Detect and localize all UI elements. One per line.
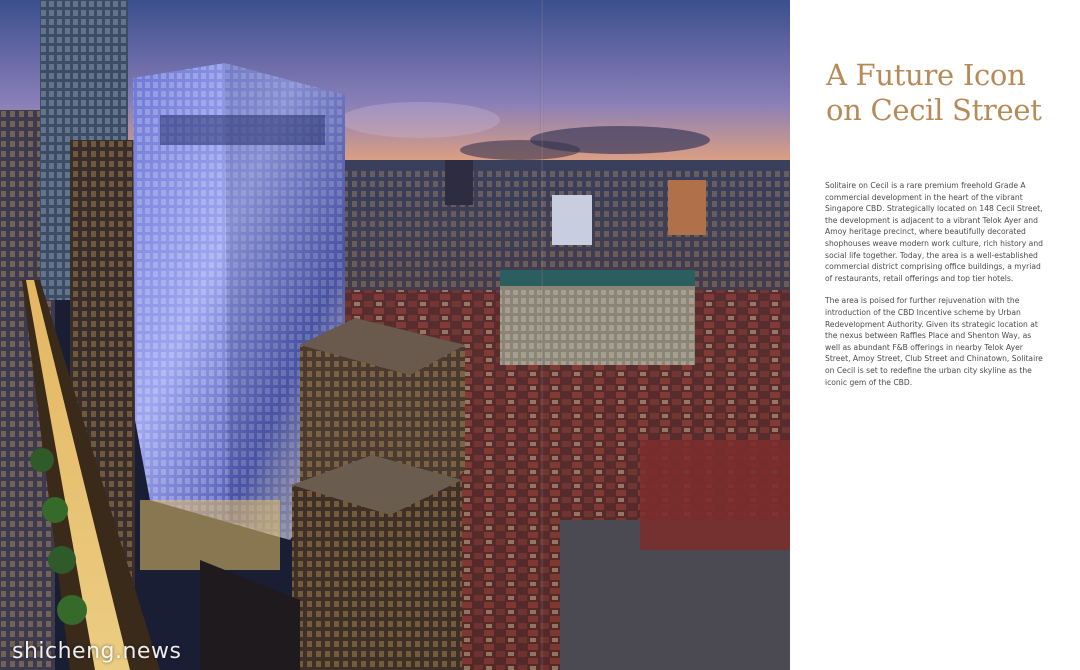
text-page <box>790 0 1080 670</box>
headline-line-2: on Cecil Street <box>826 93 1042 127</box>
body-paragraph-1: Solitaire on Cecil is a rare premium freehold Grade A commercial development in the heart of the vibrant Singapore CBD. Strategically located on 148 Cecil Street, the development is adjacent to a vibrant Telok Ayer and Amoy heritage precinct, where beautifully decorated shophouses weave modern work culture, rich history and social life together. Today, the area is a well-established commercial district comprising office buildings, a myriad of restaurants, retail offerings and top tier hotels. <box>825 181 1043 283</box>
watermark: shicheng.news <box>12 639 182 664</box>
page-fold <box>540 0 544 670</box>
headline-line-1: A Future Icon <box>826 58 1026 92</box>
body-copy <box>825 180 1047 399</box>
headline <box>826 58 1066 128</box>
body-paragraph-2: The area is poised for further rejuvenation with the introduction of the CBD Incentive scheme by Urban Redevelopment Authority. Given its strategic location at the nexus between Raffles Place and Shenton Way, as well as abundant F&B offerings in nearby Telok Ayer Street, Amoy Street, Club Street and Chinatown, Solitaire on Cecil is set to redefine the urban city skyline as the iconic gem of the CBD. <box>825 296 1043 387</box>
